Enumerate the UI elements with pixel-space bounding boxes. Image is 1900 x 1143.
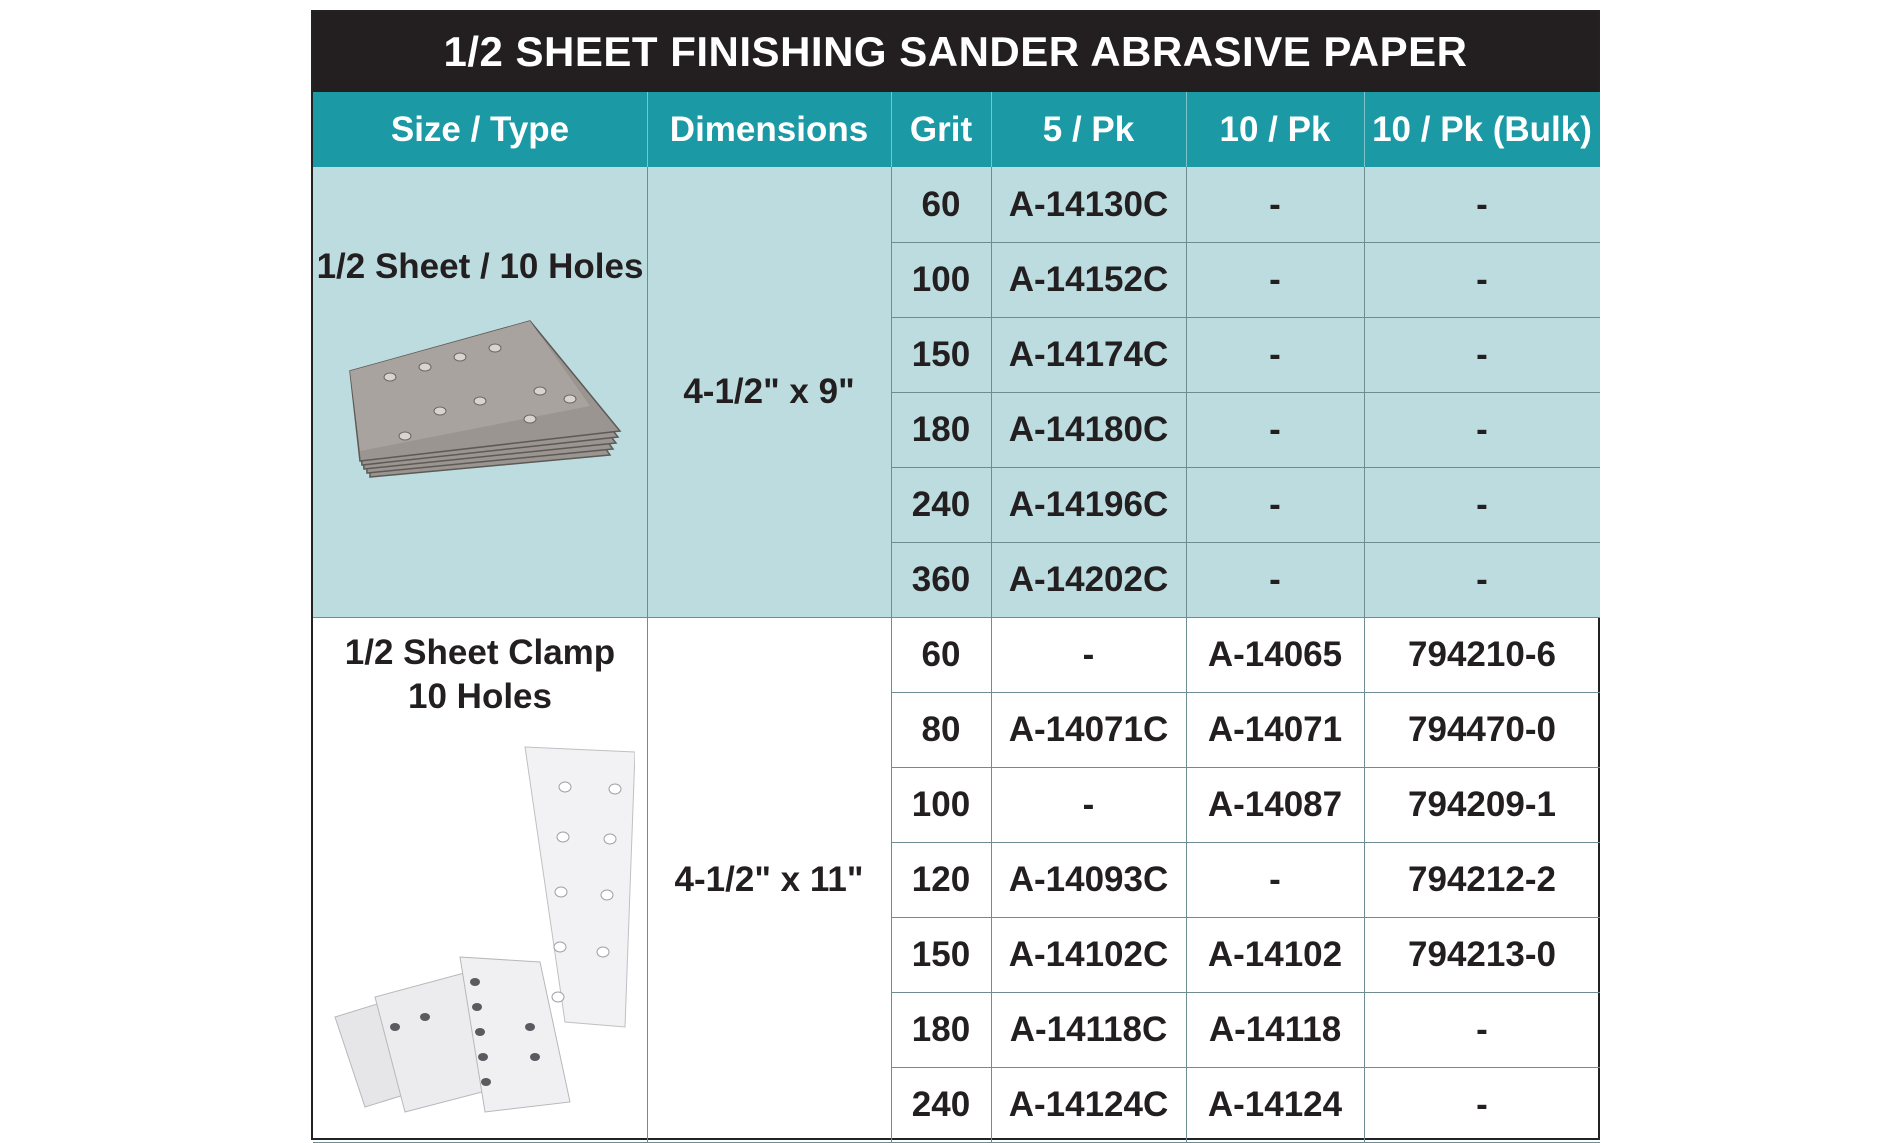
row-divider	[891, 392, 1600, 393]
row-divider	[891, 767, 1600, 768]
header-divider	[891, 92, 892, 167]
row-divider	[891, 317, 1600, 318]
bulk-pack-cell: 794213-0	[1408, 934, 1556, 974]
size-type-cell	[313, 617, 647, 1142]
ten-pack-cell: A-14087	[1207, 784, 1343, 824]
bulk-pack-cell: -	[1476, 484, 1488, 524]
grit-cell: 240	[911, 1084, 971, 1124]
ten-pack-cell: A-14102	[1207, 934, 1343, 974]
grit-cell: 180	[911, 409, 971, 449]
size-type-cell	[313, 167, 647, 617]
five-pack-cell: A-14118C	[1009, 1009, 1168, 1049]
ten-pack-cell: A-14124	[1207, 1084, 1343, 1124]
five-pack-cell: A-14093C	[1008, 859, 1169, 899]
clamp-sheet-stack-image	[325, 727, 635, 1126]
column-divider	[991, 167, 992, 1142]
five-pack-cell: A-14196C	[1008, 484, 1169, 524]
ten-pack-cell: -	[1269, 484, 1281, 524]
bulk-pack-cell: -	[1476, 334, 1488, 374]
ten-pack-cell: A-14071	[1207, 709, 1343, 749]
row-divider	[891, 467, 1600, 468]
five-pack-cell: A-14124C	[1008, 1084, 1169, 1124]
grit-cell: 120	[911, 859, 971, 899]
dimensions-cell: 4-1/2" x 11"	[674, 859, 864, 899]
grit-cell: 60	[921, 634, 961, 674]
row-divider	[891, 992, 1600, 993]
header-divider	[647, 92, 648, 167]
ten-pack-cell: -	[1269, 184, 1281, 224]
row-divider	[891, 917, 1600, 918]
column-divider	[647, 167, 648, 1142]
grit-cell: 180	[911, 1009, 971, 1049]
table-title: 1/2 SHEET FINISHING SANDER ABRASIVE PAPER	[313, 12, 1598, 92]
grit-cell: 100	[911, 784, 971, 824]
row-divider	[891, 842, 1600, 843]
header-divider	[991, 92, 992, 167]
row-divider	[891, 692, 1600, 693]
bulk-pack-cell: 794212-2	[1408, 859, 1556, 899]
bulk-pack-cell: -	[1476, 1084, 1488, 1124]
column-divider	[1364, 167, 1365, 1142]
size-type-label: 10 Holes	[408, 677, 552, 716]
column-divider	[891, 167, 892, 1142]
grit-cell: 100	[911, 259, 971, 299]
bulk-pack-cell: 794209-1	[1408, 784, 1556, 824]
bulk-pack-cell: -	[1476, 1009, 1488, 1049]
grit-cell: 150	[911, 334, 971, 374]
row-divider	[891, 542, 1600, 543]
header-ten-pack: 10 / Pk	[1186, 92, 1364, 167]
bulk-pack-cell: 794210-6	[1408, 634, 1556, 674]
five-pack-cell: A-14202C	[1008, 559, 1169, 599]
five-pack-cell: -	[1082, 634, 1095, 674]
header-dimensions: Dimensions	[647, 92, 891, 167]
header-five-pack: 5 / Pk	[991, 92, 1186, 167]
ten-pack-cell: -	[1269, 334, 1281, 374]
abrasive-sheet-stack-image	[330, 311, 630, 520]
ten-pack-cell: -	[1269, 259, 1281, 299]
ten-pack-cell: -	[1269, 559, 1281, 599]
header-ten-pack-bulk: 10 / Pk (Bulk)	[1364, 92, 1600, 167]
header-divider	[1186, 92, 1187, 167]
ten-pack-cell: A-14118	[1208, 1009, 1342, 1049]
five-pack-cell: -	[1082, 784, 1095, 824]
five-pack-cell: A-14130C	[1008, 184, 1169, 224]
bulk-pack-cell: -	[1476, 184, 1488, 224]
dimensions-cell: 4-1/2" x 9"	[683, 372, 855, 411]
header-grit: Grit	[891, 92, 991, 167]
size-type-label: 1/2 Sheet Clamp	[344, 633, 616, 672]
ten-pack-cell: A-14065	[1207, 634, 1343, 674]
five-pack-cell: A-14174C	[1008, 334, 1169, 374]
five-pack-cell: A-14102C	[1008, 934, 1169, 974]
five-pack-cell: A-14152C	[1008, 259, 1169, 299]
ten-pack-cell: -	[1269, 859, 1281, 899]
grit-cell: 60	[921, 184, 961, 224]
five-pack-cell: A-14071C	[1008, 709, 1169, 749]
grit-cell: 80	[921, 709, 961, 749]
bulk-pack-cell: -	[1476, 259, 1488, 299]
column-divider	[1186, 167, 1187, 1142]
bulk-pack-cell: 794470-0	[1408, 709, 1556, 749]
grit-cell: 360	[911, 559, 971, 599]
row-divider	[891, 242, 1600, 243]
header-size-type: Size / Type	[313, 92, 647, 167]
grit-cell: 150	[911, 934, 971, 974]
product-table	[311, 10, 1600, 1140]
header-divider	[1364, 92, 1365, 167]
ten-pack-cell: -	[1269, 409, 1281, 449]
grit-cell: 240	[911, 484, 971, 524]
five-pack-cell: A-14180C	[1008, 409, 1169, 449]
row-divider	[891, 1067, 1600, 1068]
bulk-pack-cell: -	[1476, 409, 1488, 449]
size-type-label: 1/2 Sheet / 10 Holes	[316, 247, 644, 286]
bulk-pack-cell: -	[1476, 559, 1488, 599]
